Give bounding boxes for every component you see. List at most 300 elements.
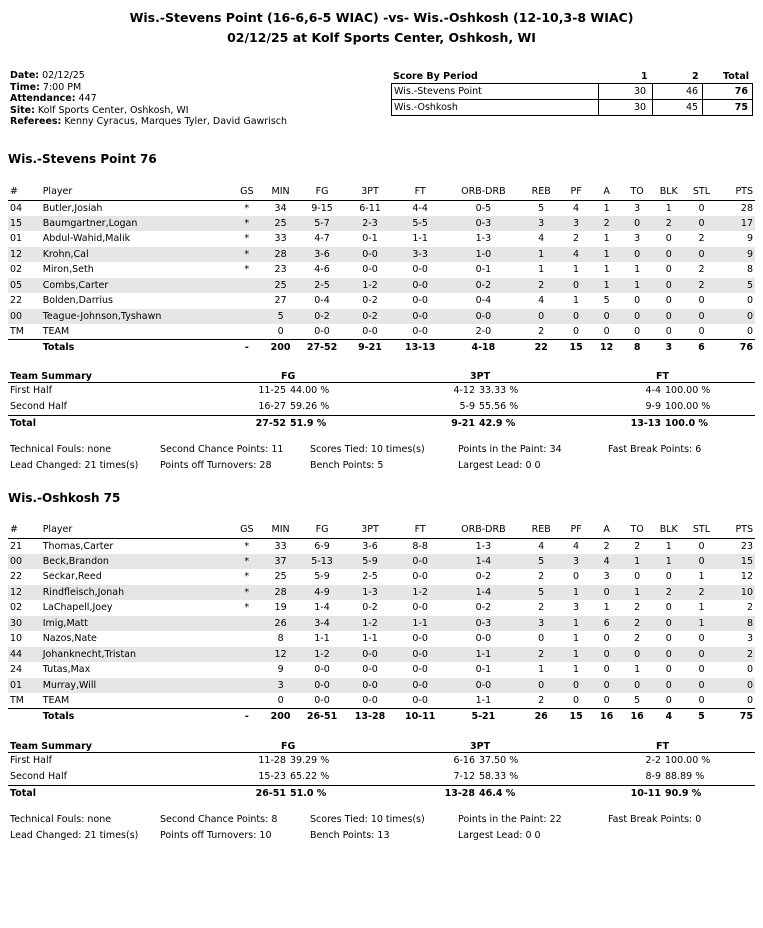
cell-to: 2 xyxy=(634,540,641,552)
cell-stl: 0 xyxy=(685,309,718,325)
cell-orb-drb: 1-3 xyxy=(475,233,492,245)
cell-3pt: 0-2 xyxy=(362,602,378,614)
cell-a: 0 xyxy=(603,695,610,706)
score-p1: 30 xyxy=(634,86,647,97)
summary-3pt: 9-21 xyxy=(451,418,475,429)
team-summary xyxy=(8,369,755,433)
points-in-paint: Points in the Paint: 22 xyxy=(458,814,562,825)
cell-a: 0 xyxy=(591,678,622,694)
cell-fg: 5-13 xyxy=(299,554,345,570)
cell-3pt: 1-3 xyxy=(345,585,395,601)
cell-ft: 4-4 xyxy=(412,202,428,214)
table-row xyxy=(8,231,755,247)
cell-blk: 3 xyxy=(652,340,685,356)
cell-stl: 0 xyxy=(698,633,705,645)
cell-orb-drb: 0-2 xyxy=(445,278,521,294)
summary-row-label: First Half xyxy=(10,385,52,396)
score-row-away xyxy=(391,100,753,116)
site-value: Kolf Sports Center, Oshkosh, WI xyxy=(37,104,189,116)
cell-ft: FT xyxy=(395,521,445,538)
table-row xyxy=(8,600,755,616)
cell-player: Teague-Johnson,Tyshawn xyxy=(41,309,232,325)
cell-pf: 0 xyxy=(561,309,592,325)
cell-fg: 1-1 xyxy=(314,633,330,645)
cell-pts: 0 xyxy=(746,695,753,706)
summary-ft-pct: 88.89 % xyxy=(665,771,705,782)
cell-min: 25 xyxy=(262,216,299,232)
cell-a: 1 xyxy=(603,202,610,214)
cell-to: 0 xyxy=(634,295,641,307)
cell-a: A xyxy=(591,183,622,200)
cell-pts: 9 xyxy=(718,247,755,263)
table-row xyxy=(8,262,755,278)
cell-player: Johanknecht,Tristan xyxy=(41,647,232,663)
summary-3pt-header: 3PT xyxy=(470,371,491,382)
table-header xyxy=(8,183,755,200)
cell-player: Totals xyxy=(41,709,232,725)
cell-ft: 0-0 xyxy=(412,571,428,583)
cell-pf: 1 xyxy=(561,616,592,632)
cell-stl: 1 xyxy=(698,571,705,583)
cell-fg: 9-15 xyxy=(311,202,333,214)
summary-fg-pct: 51.9 % xyxy=(290,418,327,429)
cell-reb: 2 xyxy=(538,326,545,337)
summary-fg: 16-27 xyxy=(258,401,286,412)
cell-gs: * xyxy=(232,585,263,601)
cell-reb: 2 xyxy=(522,647,561,663)
cell-3pt: 0-0 xyxy=(345,678,395,694)
cell-stl: STL xyxy=(685,521,718,538)
cell-orb-drb: 0-1 xyxy=(475,664,492,676)
cell-ft: 8-8 xyxy=(412,540,428,552)
cell-3pt: 13-28 xyxy=(345,709,395,725)
summary-fg-pct: 44.00 % xyxy=(290,385,330,396)
table-row xyxy=(8,216,755,232)
cell-reb: 1 xyxy=(522,247,561,263)
cell-jersey: 02 xyxy=(10,264,23,276)
cell-orb-drb: 1-0 xyxy=(445,247,521,263)
cell-ft: 1-1 xyxy=(412,233,428,245)
summary-3pt-pct: 37.50 % xyxy=(479,755,519,766)
site-label: Site: xyxy=(10,104,35,116)
cell-gs: - xyxy=(232,340,263,356)
cell-3pt: 0-0 xyxy=(362,264,378,276)
cell-pf: 3 xyxy=(561,554,592,570)
cell-stl: 5 xyxy=(685,709,718,725)
cell-orb-drb: 0-3 xyxy=(445,216,521,232)
cell-player: Butler,Josiah xyxy=(42,202,103,214)
cell-orb-drb: 0-3 xyxy=(445,616,521,632)
cell-3pt: 0-2 xyxy=(345,309,395,325)
table-row xyxy=(8,538,755,554)
cell-reb: 2 xyxy=(522,278,561,294)
team-summary xyxy=(8,739,755,803)
game-title: Wis.-Stevens Point (16-6,6-5 WIAC) -vs- Wis.-Oshkosh (12-10,3-8 WIAC) xyxy=(129,10,634,25)
summary-fg-header: FG xyxy=(281,741,296,752)
cell-stl: 0 xyxy=(698,540,705,552)
cell-min: 28 xyxy=(262,585,299,601)
cell-orb-drb: 0-1 xyxy=(475,264,492,276)
cell-pts: 76 xyxy=(718,340,755,356)
cell-orb-drb: 0-2 xyxy=(475,602,492,614)
cell-reb: 5 xyxy=(522,585,561,601)
cell-pts: 8 xyxy=(746,264,753,276)
lead-changed: Lead Changed: 21 times(s) xyxy=(10,830,139,841)
cell-to: 0 xyxy=(622,309,653,325)
cell-3pt: 0-0 xyxy=(362,664,378,676)
cell-blk: 0 xyxy=(652,247,685,263)
score-by-period-label: Score By Period xyxy=(393,71,478,82)
scores-tied: Scores Tied: 10 times(s) xyxy=(310,814,425,825)
table-row xyxy=(8,585,755,601)
cell-jersey: 21 xyxy=(10,540,23,552)
cell-pts: 12 xyxy=(740,571,753,583)
cell-pts: 2 xyxy=(746,602,753,614)
cell-reb: 4 xyxy=(538,295,545,307)
period-1-header: 1 xyxy=(641,71,648,82)
cell-pts: 23 xyxy=(740,540,753,552)
cell-stl: 0 xyxy=(685,678,718,694)
table-row xyxy=(8,324,755,340)
cell-fg: 0-0 xyxy=(299,678,345,694)
summary-ft-pct: 100.00 % xyxy=(665,401,711,412)
cell-blk: 0 xyxy=(665,233,672,245)
cell-player: Miron,Seth xyxy=(42,264,94,276)
cell-a: 0 xyxy=(603,326,610,337)
cell-jersey: 10 xyxy=(10,633,23,645)
cell-pf: 1 xyxy=(561,585,592,601)
cell-pts: 0 xyxy=(718,678,755,694)
summary-fg-pct: 39.29 % xyxy=(290,755,330,766)
summary-3pt-pct: 42.9 % xyxy=(479,418,516,429)
cell-ft: 0-0 xyxy=(395,678,445,694)
cell-blk: BLK xyxy=(652,183,685,200)
summary-ft-pct: 100.00 % xyxy=(665,385,711,396)
cell-pf: 1 xyxy=(573,264,580,276)
summary-3pt: 4-12 xyxy=(453,385,475,396)
cell-a: 16 xyxy=(591,709,622,725)
cell-gs: * xyxy=(232,247,263,263)
cell-fg: 0-4 xyxy=(314,295,330,307)
cell-pf: 0 xyxy=(573,326,580,337)
table-row xyxy=(8,554,755,570)
cell-to: 1 xyxy=(634,664,641,676)
score-total: 76 xyxy=(734,86,748,97)
cell-stl: STL xyxy=(685,183,718,200)
cell-stl: 6 xyxy=(685,340,718,356)
cell-stl: 0 xyxy=(685,216,718,232)
cell-3pt: 5-9 xyxy=(345,554,395,570)
cell-fg: 0-2 xyxy=(299,309,345,325)
cell-gs: * xyxy=(232,554,263,570)
cell-gs: * xyxy=(244,540,250,552)
cell-jersey: 30 xyxy=(8,616,41,632)
cell-3pt: 0-0 xyxy=(345,247,395,263)
second-chance-points: Second Chance Points: 11 xyxy=(160,444,284,455)
cell-stl: 0 xyxy=(698,295,705,307)
cell-jersey: TM xyxy=(10,326,24,337)
cell-blk: 0 xyxy=(665,664,672,676)
cell-gs xyxy=(232,278,263,294)
cell-reb: 26 xyxy=(522,709,561,725)
cell-blk: 0 xyxy=(665,633,672,645)
cell-pf: 15 xyxy=(561,340,592,356)
cell-pts: 0 xyxy=(746,295,753,307)
cell-player: Murray,Will xyxy=(41,678,232,694)
summary-row xyxy=(8,383,755,399)
largest-lead: Largest Lead: 0 0 xyxy=(458,830,541,841)
cell-3pt: 0-0 xyxy=(345,647,395,663)
cell-jersey: # xyxy=(8,183,41,200)
cell-fg: 0-0 xyxy=(314,664,330,676)
cell-player: Totals xyxy=(41,340,232,356)
cell-to: 1 xyxy=(634,264,641,276)
cell-min: 5 xyxy=(262,309,299,325)
cell-ft: 0-0 xyxy=(412,602,428,614)
cell-fg: FG xyxy=(299,183,345,200)
cell-fg: 5-7 xyxy=(299,216,345,232)
summary-ft: 10-11 xyxy=(630,788,661,799)
cell-3pt: 6-11 xyxy=(359,202,381,214)
cell-reb: 0 xyxy=(522,678,561,694)
summary-ft-header: FT xyxy=(656,741,669,752)
table-row xyxy=(8,616,755,632)
cell-pts: 0 xyxy=(718,309,755,325)
summary-row xyxy=(8,753,755,769)
cell-a: 4 xyxy=(591,554,622,570)
cell-pf: 3 xyxy=(573,602,580,614)
cell-pf: 1 xyxy=(573,664,580,676)
referees-label: Referees: xyxy=(10,116,62,127)
cell-player: TEAM xyxy=(42,326,70,337)
summary-header xyxy=(8,369,755,383)
cell-orb-drb: 1-4 xyxy=(445,554,521,570)
cell-fg: 4-9 xyxy=(299,585,345,601)
cell-to: 3 xyxy=(634,233,641,245)
cell-player: Beck,Brandon xyxy=(41,554,232,570)
cell-gs: * xyxy=(244,202,250,214)
cell-orb-drb: 1-4 xyxy=(445,585,521,601)
second-chance-points: Second Chance Points: 8 xyxy=(160,814,278,825)
cell-ft: 1-2 xyxy=(395,585,445,601)
cell-pf: 1 xyxy=(573,295,580,307)
cell-min: 25 xyxy=(274,571,287,583)
cell-to: 1 xyxy=(622,554,653,570)
summary-header xyxy=(8,739,755,753)
cell-3pt: 0-2 xyxy=(362,295,378,307)
cell-to: 0 xyxy=(622,647,653,663)
cell-pf: 0 xyxy=(561,278,592,294)
cell-reb: 0 xyxy=(538,633,545,645)
cell-reb: 3 xyxy=(522,616,561,632)
cell-pf: 4 xyxy=(573,202,580,214)
cell-pts: 15 xyxy=(718,554,755,570)
fast-break-points: Fast Break Points: 0 xyxy=(608,814,702,825)
cell-blk: 2 xyxy=(652,585,685,601)
cell-blk: 0 xyxy=(652,647,685,663)
cell-fg: 3-4 xyxy=(299,616,345,632)
cell-jersey: 22 xyxy=(10,295,23,307)
points-in-paint: Points in the Paint: 34 xyxy=(458,444,562,455)
cell-min: 28 xyxy=(262,247,299,263)
cell-a: 1 xyxy=(603,602,610,614)
cell-pf: PF xyxy=(561,183,592,200)
table-header xyxy=(8,521,755,538)
cell-a: 0 xyxy=(603,664,610,676)
summary-fg: 26-51 xyxy=(255,788,286,799)
cell-pts: 9 xyxy=(746,233,753,245)
cell-min: 12 xyxy=(262,647,299,663)
cell-jersey: 00 xyxy=(8,554,41,570)
period-2-header: 2 xyxy=(692,71,699,82)
cell-orb-drb: 2-0 xyxy=(475,326,492,337)
cell-jersey: TM xyxy=(10,695,24,706)
cell-min: 0 xyxy=(277,695,284,706)
cell-min: 33 xyxy=(274,233,287,245)
cell-to: 0 xyxy=(634,571,641,583)
cell-pf: 1 xyxy=(561,647,592,663)
cell-reb: 0 xyxy=(522,309,561,325)
cell-gs xyxy=(232,647,263,663)
cell-fg: 3-6 xyxy=(299,247,345,263)
summary-fg: 27-52 xyxy=(255,418,286,429)
cell-to: 5 xyxy=(634,695,641,706)
cell-a: 1 xyxy=(591,278,622,294)
cell-to: TO xyxy=(622,521,653,538)
cell-gs xyxy=(232,309,263,325)
cell-fg: 2-5 xyxy=(299,278,345,294)
cell-fg: 0-0 xyxy=(314,326,330,337)
cell-player: LaChapell,Joey xyxy=(42,602,113,614)
score-p1: 30 xyxy=(634,102,647,113)
bench-points: Bench Points: 13 xyxy=(310,830,390,841)
cell-gs xyxy=(232,324,263,340)
game-info xyxy=(10,70,287,128)
cell-blk: BLK xyxy=(652,521,685,538)
cell-3pt: 1-2 xyxy=(345,616,395,632)
summary-fg-pct: 51.0 % xyxy=(290,788,327,799)
table-row xyxy=(8,631,755,647)
cell-a: 1 xyxy=(603,233,610,245)
summary-label: Team Summary xyxy=(10,741,92,752)
cell-blk: 4 xyxy=(652,709,685,725)
table-row xyxy=(8,278,755,294)
cell-player: Nazos,Nate xyxy=(42,633,97,645)
cell-player: Combs,Carter xyxy=(41,278,232,294)
cell-player: Rindfleisch,Jonah xyxy=(41,585,232,601)
cell-min: 25 xyxy=(262,278,299,294)
cell-stl: 2 xyxy=(685,585,718,601)
summary-fg-pct: 65.22 % xyxy=(290,771,330,782)
cell-jersey: 24 xyxy=(10,664,23,676)
cell-reb: 5 xyxy=(538,202,545,214)
cell-min: 200 xyxy=(262,340,299,356)
technical-fouls: Technical Fouls: none xyxy=(10,814,112,825)
cell-to: 0 xyxy=(634,326,641,337)
cell-pts: 28 xyxy=(740,202,753,214)
cell-stl: 0 xyxy=(685,247,718,263)
cell-a: 2 xyxy=(591,216,622,232)
cell-3pt: 0-0 xyxy=(362,695,378,706)
cell-jersey: # xyxy=(8,521,41,538)
table-row xyxy=(8,293,755,309)
cell-to: 8 xyxy=(622,340,653,356)
cell-pts: 75 xyxy=(718,709,755,725)
cell-stl: 2 xyxy=(698,233,705,245)
cell-blk: 0 xyxy=(665,695,672,706)
cell-to: 1 xyxy=(622,585,653,601)
cell-ft: 0-0 xyxy=(412,633,428,645)
summary-total-label: Total xyxy=(10,788,36,799)
cell-min: 19 xyxy=(274,602,287,614)
cell-min: 3 xyxy=(262,678,299,694)
cell-fg: 4-6 xyxy=(314,264,330,276)
summary-3pt-header: 3PT xyxy=(470,741,491,752)
cell-reb: 22 xyxy=(522,340,561,356)
team-misc-stats xyxy=(10,814,755,846)
summary-total xyxy=(8,415,755,433)
cell-jersey: 01 xyxy=(8,678,41,694)
cell-fg: 27-52 xyxy=(299,340,345,356)
cell-orb-drb: 0-2 xyxy=(475,571,492,583)
cell-player: Player xyxy=(41,521,232,538)
cell-blk: 1 xyxy=(665,540,672,552)
cell-jersey xyxy=(8,709,41,725)
summary-fg: 11-28 xyxy=(258,755,286,766)
cell-stl: 0 xyxy=(698,664,705,676)
summary-row xyxy=(8,769,755,785)
cell-stl: 0 xyxy=(698,695,705,706)
score-by-period xyxy=(391,70,753,116)
fast-break-points: Fast Break Points: 6 xyxy=(608,444,702,455)
cell-orb-drb: 0-5 xyxy=(475,202,492,214)
summary-total-label: Total xyxy=(10,418,36,429)
cell-3pt: 0-0 xyxy=(362,326,378,337)
cell-a: 1 xyxy=(591,247,622,263)
cell-stl: 2 xyxy=(685,278,718,294)
score-by-period-header xyxy=(391,70,753,84)
cell-pts: 17 xyxy=(718,216,755,232)
cell-gs xyxy=(232,293,263,309)
cell-ft: 1-1 xyxy=(395,616,445,632)
cell-reb: 4 xyxy=(538,540,545,552)
cell-player: Tutas,Max xyxy=(42,664,91,676)
summary-fg-header: FG xyxy=(281,371,296,382)
team-misc-stats xyxy=(10,444,755,476)
cell-a: 12 xyxy=(591,340,622,356)
cell-to: 0 xyxy=(622,216,653,232)
cell-stl: 2 xyxy=(698,264,705,276)
cell-blk: 1 xyxy=(652,554,685,570)
totals-row xyxy=(8,340,755,356)
lead-changed: Lead Changed: 21 times(s) xyxy=(10,460,139,471)
cell-blk: 0 xyxy=(665,326,672,337)
cell-orb-drb: 4-18 xyxy=(445,340,521,356)
summary-ft-header: FT xyxy=(656,371,669,382)
cell-ft: 10-11 xyxy=(395,709,445,725)
cell-jersey: 22 xyxy=(10,571,23,583)
cell-pf: 1 xyxy=(573,633,580,645)
score-team: Wis.-Stevens Point xyxy=(394,86,482,97)
cell-stl: 0 xyxy=(685,554,718,570)
cell-3pt: 3PT xyxy=(345,521,395,538)
cell-pts: 2 xyxy=(718,647,755,663)
cell-min: 34 xyxy=(274,202,287,214)
cell-pts: 0 xyxy=(746,326,753,337)
summary-ft: 13-13 xyxy=(630,418,661,429)
cell-player: Abdul-Wahid,Malik xyxy=(42,233,131,245)
summary-row-label: First Half xyxy=(10,755,52,766)
